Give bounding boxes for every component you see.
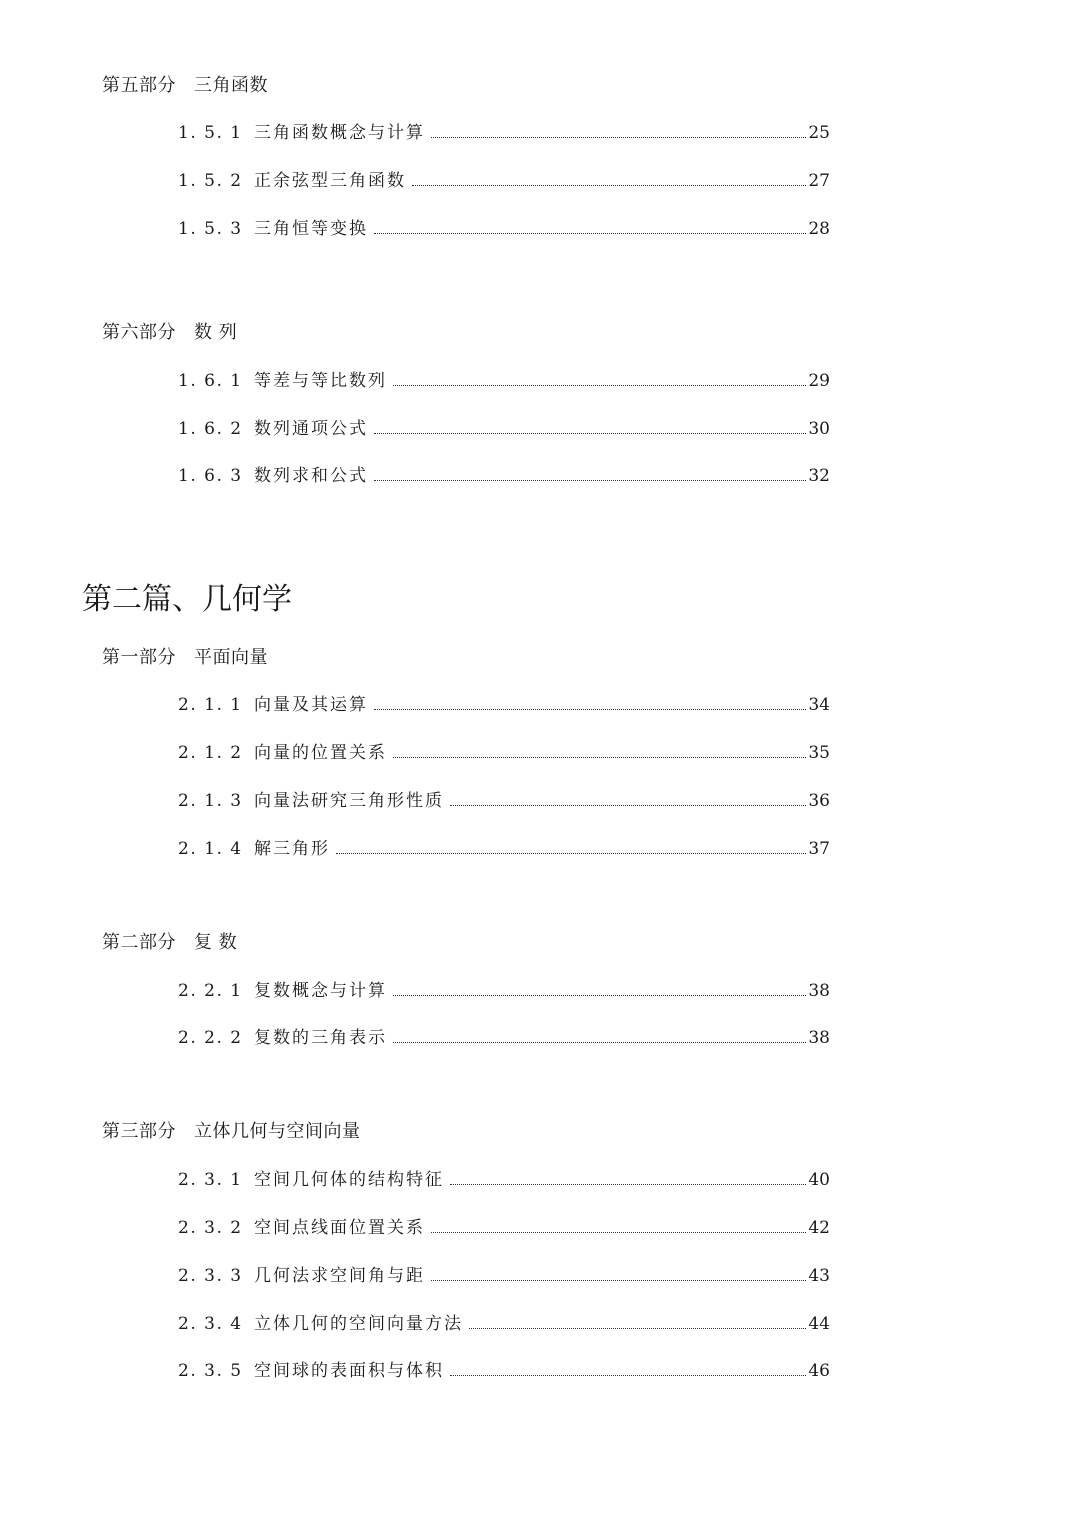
entry-label: 向量的位置关系 xyxy=(254,743,387,763)
dot-leader xyxy=(450,804,806,806)
toc-entry[interactable] xyxy=(178,1168,830,1192)
entry-number: 2. 3. 4 xyxy=(178,1314,243,1334)
entry-number: 2. 2. 2 xyxy=(178,1028,243,1048)
part-heading-sequence xyxy=(102,321,237,345)
toc-entry[interactable] xyxy=(178,789,830,813)
part-heading-complex xyxy=(102,931,237,955)
entry-number: 1. 5. 2 xyxy=(178,171,243,191)
entry-label: 数列求和公式 xyxy=(254,466,368,486)
entry-page: 35 xyxy=(808,743,830,763)
entry-number: 1. 5. 3 xyxy=(178,219,243,239)
toc-entry[interactable] xyxy=(178,979,830,1003)
entry-number: 2. 1. 1 xyxy=(178,695,243,715)
entry-page: 40 xyxy=(808,1170,830,1190)
entry-label: 复数的三角表示 xyxy=(254,1028,387,1048)
dot-leader xyxy=(374,232,806,234)
part-number: 第三部分 xyxy=(102,1121,176,1142)
entry-number: 2. 3. 3 xyxy=(178,1266,243,1286)
dot-leader xyxy=(431,136,806,138)
toc-entry[interactable] xyxy=(178,169,830,193)
entry-page: 28 xyxy=(808,219,830,239)
entry-page: 27 xyxy=(808,171,830,191)
toc-entry[interactable] xyxy=(178,217,830,241)
toc-entry[interactable] xyxy=(178,1264,830,1288)
entry-page: 29 xyxy=(808,371,830,391)
dot-leader xyxy=(374,432,806,434)
part-name: 复 数 xyxy=(194,932,238,953)
entry-number: 2. 3. 5 xyxy=(178,1361,243,1381)
toc-entry[interactable] xyxy=(178,741,830,765)
part-heading-trig xyxy=(102,74,268,98)
entry-number: 1. 6. 1 xyxy=(178,371,243,391)
entry-number: 2. 2. 1 xyxy=(178,981,243,1001)
entry-page: 32 xyxy=(808,466,830,486)
book-heading: 第二篇、几何学 xyxy=(82,582,292,617)
toc-entry[interactable] xyxy=(178,1359,830,1383)
entry-number: 2. 1. 4 xyxy=(178,839,243,859)
toc-entry[interactable] xyxy=(178,693,830,717)
entry-number: 2. 1. 3 xyxy=(178,791,243,811)
entry-label: 空间几何体的结构特征 xyxy=(254,1170,444,1190)
entry-label: 三角函数概念与计算 xyxy=(254,123,425,143)
dot-leader xyxy=(374,708,806,710)
part-name: 数 列 xyxy=(194,322,238,343)
dot-leader xyxy=(431,1279,806,1281)
toc-entry[interactable] xyxy=(178,1026,830,1050)
dot-leader xyxy=(412,184,806,186)
part-number: 第六部分 xyxy=(102,322,176,343)
entry-page: 44 xyxy=(808,1314,830,1334)
toc-entry[interactable] xyxy=(178,1312,830,1336)
entry-page: 34 xyxy=(808,695,830,715)
toc-entry[interactable] xyxy=(178,464,830,488)
part-number: 第二部分 xyxy=(102,932,176,953)
entry-number: 1. 5. 1 xyxy=(178,123,243,143)
entry-page: 42 xyxy=(808,1218,830,1238)
entry-label: 几何法求空间角与距 xyxy=(254,1266,425,1286)
dot-leader xyxy=(450,1183,806,1185)
entry-label: 正余弦型三角函数 xyxy=(254,171,406,191)
entry-page: 37 xyxy=(808,839,830,859)
dot-leader xyxy=(374,479,806,481)
entry-label: 数列通项公式 xyxy=(254,419,368,439)
toc-entry[interactable] xyxy=(178,417,830,441)
part-heading-solid-geometry xyxy=(102,1120,361,1144)
part-number: 第五部分 xyxy=(102,75,176,96)
dot-leader xyxy=(450,1374,806,1376)
entry-number: 2. 1. 2 xyxy=(178,743,243,763)
dot-leader xyxy=(393,1041,806,1043)
entry-page: 30 xyxy=(808,419,830,439)
part-name: 平面向量 xyxy=(194,647,268,668)
entry-label: 空间球的表面积与体积 xyxy=(254,1361,444,1381)
entry-label: 等差与等比数列 xyxy=(254,371,387,391)
entry-number: 2. 3. 2 xyxy=(178,1218,243,1238)
part-name: 三角函数 xyxy=(194,75,268,96)
toc-entry[interactable] xyxy=(178,369,830,393)
entry-label: 空间点线面位置关系 xyxy=(254,1218,425,1238)
entry-page: 38 xyxy=(808,1028,830,1048)
part-number: 第一部分 xyxy=(102,647,176,668)
entry-label: 向量及其运算 xyxy=(254,695,368,715)
toc-entry[interactable] xyxy=(178,121,830,145)
toc-entry[interactable] xyxy=(178,1216,830,1240)
entry-number: 1. 6. 2 xyxy=(178,419,243,439)
entry-number: 2. 3. 1 xyxy=(178,1170,243,1190)
entry-label: 立体几何的空间向量方法 xyxy=(254,1314,463,1334)
entry-label: 解三角形 xyxy=(254,839,330,859)
entry-label: 三角恒等变换 xyxy=(254,219,368,239)
entry-page: 36 xyxy=(808,791,830,811)
part-name: 立体几何与空间向量 xyxy=(194,1121,361,1142)
entry-page: 25 xyxy=(808,123,830,143)
dot-leader xyxy=(431,1231,806,1233)
entry-number: 1. 6. 3 xyxy=(178,466,243,486)
part-heading-vectors xyxy=(102,646,268,670)
dot-leader xyxy=(469,1327,806,1329)
entry-page: 43 xyxy=(808,1266,830,1286)
toc-entry[interactable] xyxy=(178,837,830,861)
entry-label: 向量法研究三角形性质 xyxy=(254,791,444,811)
entry-page: 46 xyxy=(808,1361,830,1381)
dot-leader xyxy=(393,994,806,996)
dot-leader xyxy=(336,852,806,854)
dot-leader xyxy=(393,384,806,386)
entry-page: 38 xyxy=(808,981,830,1001)
entry-label: 复数概念与计算 xyxy=(254,981,387,1001)
dot-leader xyxy=(393,756,806,758)
